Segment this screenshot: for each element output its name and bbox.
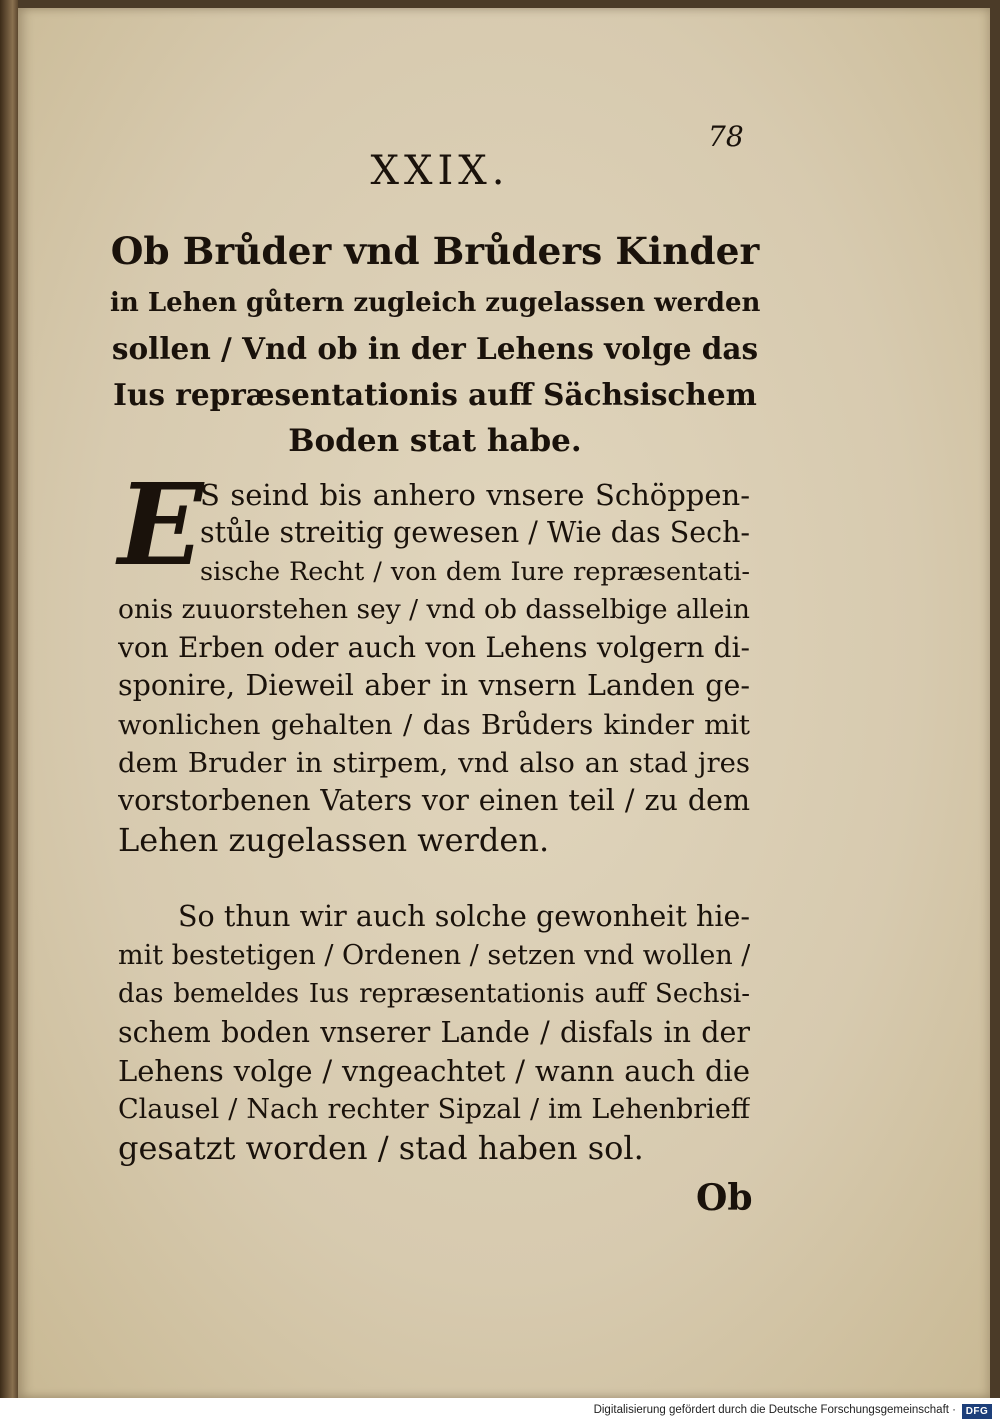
text-line: sische Recht / von dem Iure repræsentati- (200, 556, 750, 587)
footer-bar (0, 1398, 1000, 1425)
heading-line: Ius repræsentationis auff Sächsischem (113, 377, 757, 412)
catchword: Ob (696, 1177, 753, 1219)
text-line: onis zuuorstehen sey / vnd ob dasselbige allein (118, 593, 750, 625)
paragraph-2 (118, 898, 750, 1168)
text-line: sponire, Dieweil aber in vnsern Landen ge- (118, 669, 750, 703)
heading-line: Ob Brůder vnd Brůders Kinder (110, 229, 760, 273)
text-line: von Erben oder auch von Lehens volgern di- (118, 631, 750, 665)
funding-credit: Digitalisierung gefördert durch die Deutsche Forschungsgemeinschaft · (593, 1404, 956, 1416)
book-spine (0, 0, 18, 1425)
text-line: gesatzt worden / stad haben sol. (118, 1129, 644, 1167)
text-line: S seind bis anhero vnsere Schöppen- (200, 478, 750, 512)
heading-line: Boden stat habe. (288, 423, 582, 459)
heading-line: in Lehen gůtern zugleich zugelassen werden (110, 288, 760, 318)
text-line: So thun wir auch solche gewonheit hie- (178, 900, 750, 933)
text-line: das bemeldes Ius repræsentationis auff Sechsi- (118, 979, 750, 1009)
text-line: stůle streitig gewesen / Wie das Sech- (200, 516, 750, 550)
page-number: 78 (708, 120, 744, 153)
heading-line: sollen / Vnd ob in der Lehens volge das (111, 331, 759, 366)
text-line: Lehen zugelassen werden. (118, 820, 550, 859)
paragraph-1 (118, 476, 750, 859)
text-line: mit bestetigen / Ordenen / setzen vnd wollen / (118, 939, 750, 971)
drop-cap: E (118, 460, 204, 591)
section-heading (110, 222, 760, 464)
text-line: Lehens volge / vngeachtet / wann auch die (118, 1054, 750, 1088)
text-line: vorstorbenen Vaters vor einen teil / zu dem (118, 784, 750, 818)
chapter-number: XXIX. (370, 148, 510, 194)
text-line: Clausel / Nach rechter Sipzal / im Lehenbrieff (118, 1093, 750, 1125)
dfg-logo-icon: DFG (962, 1404, 992, 1419)
text-line: wonlichen gehalten / das Brůders kinder mit (118, 708, 750, 741)
text-line: dem Bruder in stirpem, vnd also an stad jres (118, 747, 750, 780)
text-line: schem boden vnserer Lande / disfals in der (118, 1015, 750, 1049)
